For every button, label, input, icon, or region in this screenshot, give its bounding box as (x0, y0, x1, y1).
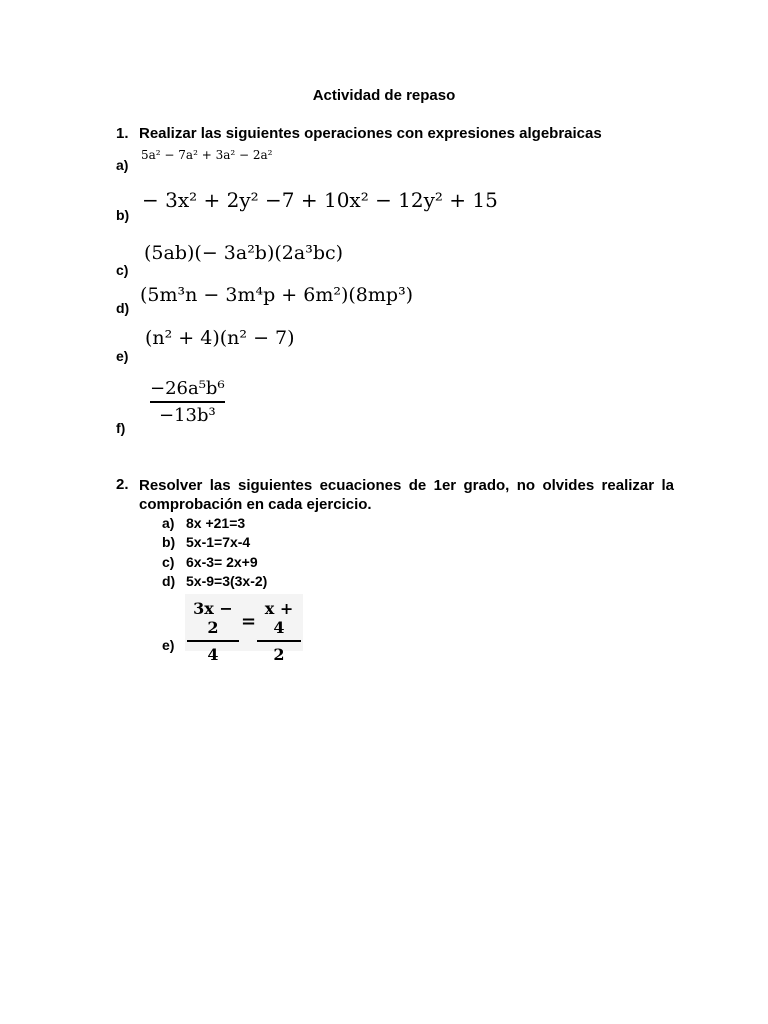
item-1f-fraction (150, 378, 225, 426)
item-1e-label: e) (116, 348, 129, 364)
item-1c-expression: (5ab)(− 3a²b)(2a³bc) (144, 242, 344, 264)
item-1b-expression: − 3x² + 2y² −7 + 10x² − 12y² + 15 (142, 188, 498, 212)
item-1d-expression: (5m³n − 3m⁴p + 6m²)(8mp³) (140, 284, 414, 306)
question-1-heading: Realizar las siguientes operaciones con expresiones algebraicas (139, 125, 602, 142)
right-numerator: x + 4 (264, 599, 294, 637)
item-2d-label: d) (162, 573, 176, 589)
question-2-heading: Resolver las siguientes ecuaciones de 1er grado, no olvides realizar la comprobación en cada ejercicio. (139, 477, 674, 513)
right-fraction-bar (257, 640, 301, 642)
item-1a-label: a) (116, 157, 129, 173)
equals-sign: = (241, 611, 257, 632)
left-numerator: 3x − 2 (193, 599, 233, 637)
left-fraction-bar (187, 640, 239, 642)
item-1d-label: d) (116, 300, 130, 316)
fraction-denominator: −13b³ (158, 404, 216, 426)
item-1a-expression: 5a² − 7a² + 3a² − 2a² (141, 148, 273, 162)
item-2e-equation (185, 594, 303, 664)
item-2b-equation: 5x-1=7x-4 (186, 534, 251, 550)
item-2c-label: c) (162, 554, 175, 570)
fraction-bar (150, 401, 225, 403)
item-2e-label: e) (162, 637, 175, 653)
item-2c-equation: 6x-3= 2x+9 (186, 554, 258, 570)
page-title: Actividad de repaso (312, 87, 456, 104)
item-2d-equation: 5x-9=3(3x-2) (186, 573, 268, 589)
right-fraction (257, 599, 301, 664)
item-2a-equation: 8x +21=3 (186, 515, 246, 531)
item-1e-expression: (n² + 4)(n² − 7) (145, 327, 295, 349)
right-denominator: 2 (273, 644, 285, 664)
item-1f-label: f) (116, 420, 126, 436)
left-fraction (187, 599, 239, 664)
item-1b-label: b) (116, 207, 130, 223)
left-denominator: 4 (207, 644, 219, 664)
question-2-number: 2. (116, 476, 129, 493)
item-2b-label: b) (162, 534, 176, 550)
item-1c-label: c) (116, 262, 129, 278)
fraction-numerator: −26a⁵b⁶ (150, 378, 225, 399)
question-1-number: 1. (116, 125, 129, 142)
item-2a-label: a) (162, 515, 175, 531)
